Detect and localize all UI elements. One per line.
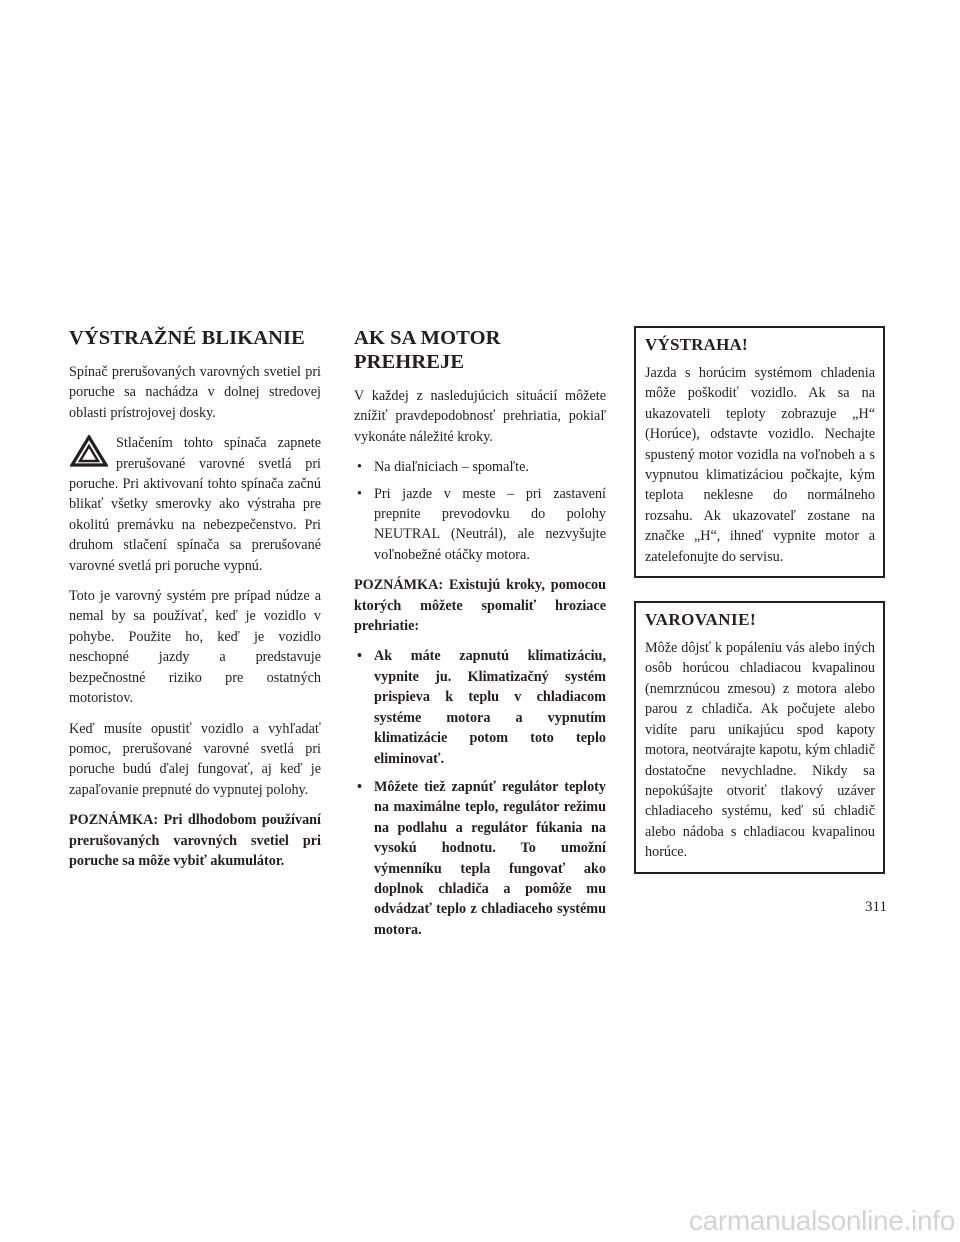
list-item: • Ak máte zapnutú klimatizáciu, vypnite ju. Klimatizačný systém prispieva k teplu v chladiacom systéme motora a vypnutím klimatizácie potom toto teplo eliminovať. — [354, 646, 606, 768]
section-heading-overheat: AK SA MOTOR PREHREJE — [354, 327, 501, 373]
overheat-note: POZNÁMKA: Existujú kroky, pomocou ktorých môžete spomaliť hroziace prehriatie: — [354, 577, 606, 635]
caution-text: Môže dôjsť k popáleniu vás alebo iných osôb horúcou chladiacou kvapalinou (nemrznúcou zmesou) z motora alebo parou z chladiča. Ak počujete alebo vidíte paru unikajúcu spod kapoty motora, neotvárajte kapotu, kým chladič dostatočne nevychladne. Nikdy sa nepokúšajte otvoriť tlakový uzáver chladiaceho systému, keď sú chladič alebo nádoba s chladiacou kvapalinou horúce. — [645, 640, 875, 861]
overheat-steps-list — [354, 646, 606, 940]
column-warnings — [634, 326, 885, 874]
list-item: • Pri jazde v meste – pri zastavení prepnite prevodovku do polohy NEUTRAL (Neutrál), ale nezvyšujte voľnobežné otáčky motora. — [354, 484, 606, 566]
page-number: 311 — [865, 899, 887, 915]
hazard-emergency-paragraph: Toto je varovný systém pre prípad núdze a nemal by sa používať, keď je vozidlo v pohybe. Použite ho, keď je vozidlo neschopné jazdy a predstavuje bezpečnostné riziko pre ostatných motoristov. — [69, 588, 321, 707]
warning-text: Jazda s horúcim systémom chladenia môže poškodiť vozidlo. Ak sa na ukazovateli teploty zobrazuje „H“ (Horúce), odstavte vozidlo. Nechajte spustený motor vozidla na voľnobeh a s vypnutou klimatizáciou počkajte, kým teplota neklesne do normálneho rozsahu. Ak ukazovateľ zostane na značke „H“, ihneď vypnite motor a zatelefonujte do servisu. — [645, 365, 875, 565]
hazard-note: POZNÁMKA: Pri dlhodobom používaní prerušovaných varovných svetiel pri poruche sa môže vybiť akumulátor. — [69, 812, 321, 869]
hazard-warning-triangle-icon — [70, 435, 108, 467]
list-item: • Môžete tiež zapnúť regulátor teploty na maximálne teplo, regulátor režimu na podlahu a regulátor fúkania na vysokú hodnotu. To umožní výmenníku tepla fungovať ako doplnok chladiča a pomôže mu odvádzať teplo z chladiaceho systému motora. — [354, 777, 606, 940]
overheat-intro: V každej z nasledujúcich situácií môžete znížiť pravdepodobnosť prehriatia, pokiaľ vykonáte náležité kroky. — [354, 388, 606, 445]
watermark: carmanualsonline.info — [688, 1205, 955, 1236]
list-item: • Na diaľniciach – spomaľte. — [354, 457, 606, 477]
column-engine-overheat — [354, 326, 606, 950]
warning-title: VÝSTRAHA! — [645, 335, 748, 354]
column-hazard-flasher — [69, 326, 321, 881]
hazard-switch-paragraph — [69, 433, 321, 576]
caution-title: VAROVANIE! — [645, 610, 757, 630]
hazard-leave-vehicle-paragraph: Keď musíte opustiť vozidlo a vyhľadať pomoc, prerušované varovné svetlá pri poruche budú ďalej fungovať, aj keď je zapaľovanie prepnuté do vypnutej polohy. — [69, 720, 321, 798]
caution-box — [634, 601, 885, 873]
hazard-location-paragraph: Spínač prerušovaných varovných svetiel pri poruche sa nachádza v dolnej stredovej oblasti prístrojovej dosky. — [69, 364, 321, 421]
warning-box — [634, 326, 885, 578]
section-heading-hazard: VÝSTRAŽNÉ BLIKANIE — [69, 327, 305, 349]
hazard-switch-text: Stlačením tohto spínača zapnete prerušované varovné svetlá pri poruche. Pri aktivovaní tohto spínača začnú blikať všetky smerovky ako výstraha pre okolitú premávku na nebezpečenstvo. Pri druhom stlačení spínača sa prerušované varovné svetlá pri poruche vypnú. — [69, 435, 321, 574]
overheat-situations-list — [354, 457, 606, 565]
